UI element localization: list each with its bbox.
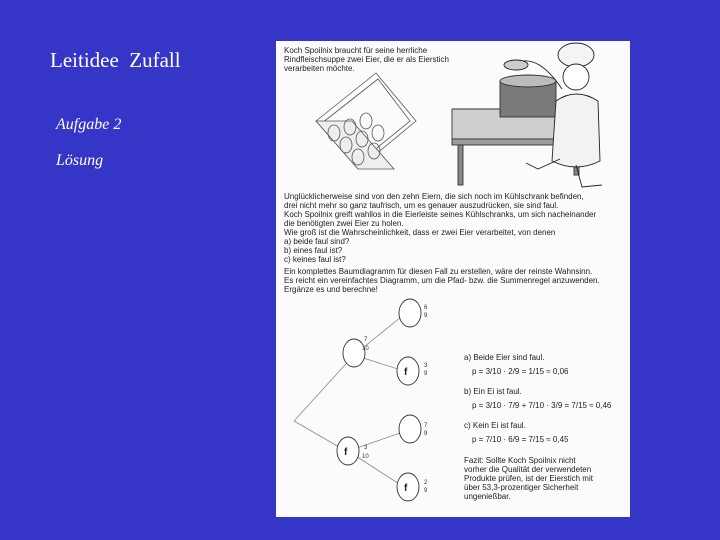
answer-b-title: b) Ein Ei ist faul. xyxy=(464,387,522,396)
instruction-line-1: Ein komplettes Baumdiagramm für diesen Fall zu erstellen, wäre der reinste Wahnsinn. xyxy=(284,267,593,276)
branch-num-1: 6 xyxy=(424,305,428,311)
conclusion-line-2: vorher die Qualität der verwendeten xyxy=(464,465,592,474)
intro-line-2: Rindfleischsuppe zwei Eier, die er als Eierstich xyxy=(284,55,449,64)
branch-den-4: 9 xyxy=(424,488,428,494)
slide-title: Leitidee Zufall xyxy=(50,48,181,72)
root-branch-den-2: 10 xyxy=(362,454,369,460)
egg-label-f-2: f xyxy=(344,447,348,458)
conclusion-line-5: ungenießbar. xyxy=(464,492,511,501)
branch-num-3: 7 xyxy=(424,423,428,429)
subtitle-solution: Lösung xyxy=(56,152,104,169)
root-branch-den-1: 10 xyxy=(362,346,369,352)
problem-line-7: b) eines faul ist? xyxy=(284,246,343,255)
problem-line-6: a) beide faul sind? xyxy=(284,237,350,246)
conclusion-line-1: Fazit: Sollte Koch Spoilnix nicht xyxy=(464,456,576,465)
egg-label-f-3: f xyxy=(404,483,408,494)
conclusion-line-3: Produkte prüfen, ist der Eierstich mit xyxy=(464,474,593,483)
egg-carton-drawing xyxy=(316,73,416,169)
conclusion-line-4: über 53,3-prozentiger Sicherheit xyxy=(464,483,579,492)
problem-line-3: Koch Spoilnix greift wahllos in die Eierleiste seines Kühlschranks, um sich nacheinander xyxy=(284,210,597,219)
branch-num-2: 3 xyxy=(424,363,428,369)
instruction-line-2: Es reicht ein vereinfachtes Diagramm, um die Pfad- bzw. die Summenregel anzuwenden. xyxy=(284,276,600,285)
answer-a-title: a) Beide Eier sind faul. xyxy=(464,353,545,362)
branch-den-3: 9 xyxy=(424,431,428,437)
answer-b-formula: p = 3/10 · 7/9 + 7/10 · 3/9 = 7/15 ≈ 0,46 xyxy=(472,401,612,410)
problem-line-4: die benötigten zwei Eier zu holen. xyxy=(284,219,404,228)
branch-num-4: 2 xyxy=(424,480,428,486)
worksheet-scan xyxy=(276,41,630,517)
subtitle-task: Aufgabe 2 xyxy=(56,116,122,133)
egg-label-f-1: f xyxy=(404,367,408,378)
problem-line-8: c) keines faul ist? xyxy=(284,255,346,264)
problem-line-2: drei nicht mehr so ganz taufrisch, um es genauer auszudrücken, sie sind faul. xyxy=(284,201,559,210)
intro-line-1: Koch Spoilnix braucht für seine herrliche xyxy=(284,46,428,55)
answer-a-formula: p = 3/10 · 2/9 = 1/15 ≈ 0,06 xyxy=(472,367,569,376)
answer-c-formula: p = 7/10 · 6/9 = 7/15 ≈ 0,45 xyxy=(472,435,569,444)
problem-line-1: Unglücklicherweise sind von den zehn Eiern, die sich noch im Kühlschrank befinden, xyxy=(284,192,584,201)
branch-den-1: 9 xyxy=(424,313,428,319)
root-branch-num-1: 7 xyxy=(364,337,368,343)
root-branch-num-2: 3 xyxy=(364,445,368,451)
instruction-line-3: Ergänze es und berechne! xyxy=(284,285,378,294)
answer-c-title: c) Kein Ei ist faul. xyxy=(464,421,526,430)
problem-line-5: Wie groß ist die Wahrscheinlichkeit, dass er zwei Eier verarbeitet, von denen xyxy=(284,228,556,237)
intro-line-3: verarbeiten möchte. xyxy=(284,64,355,73)
branch-den-2: 9 xyxy=(424,371,428,377)
